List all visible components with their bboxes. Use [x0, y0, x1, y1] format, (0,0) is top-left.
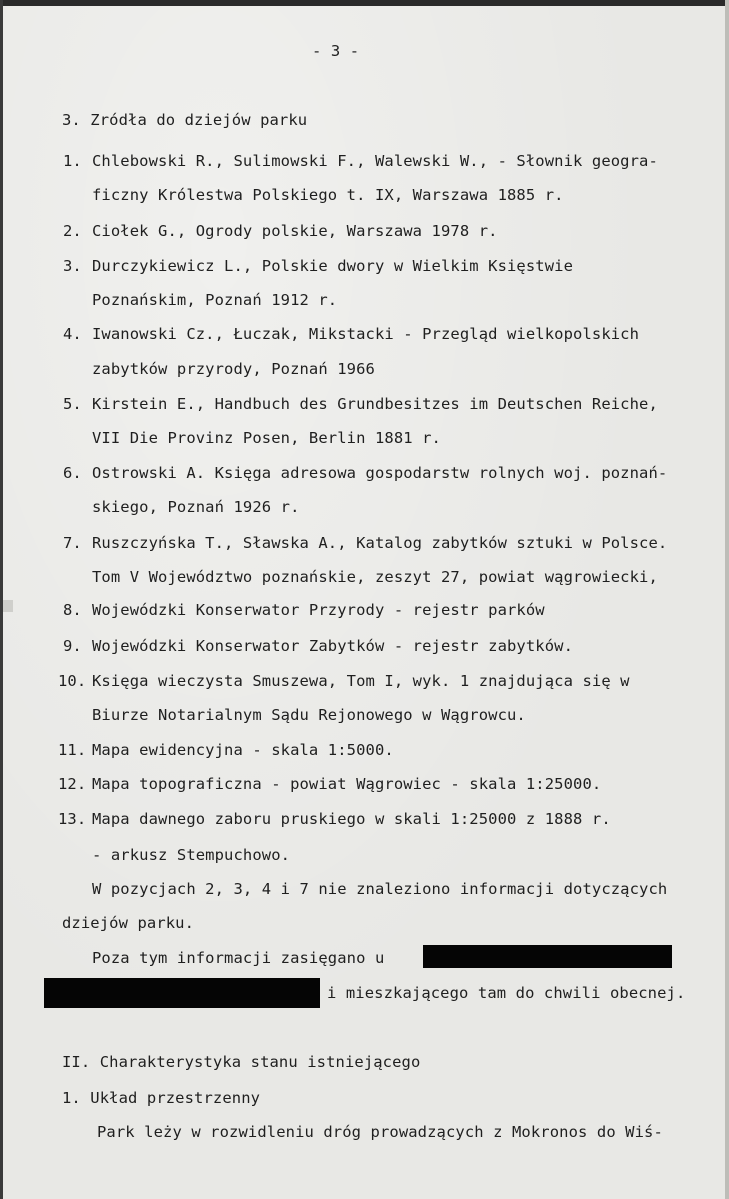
paragraph-line: W pozycjach 2, 3, 4 i 7 nie znaleziono informacji dotyczących: [92, 880, 668, 898]
scan-edge-top: [0, 0, 729, 6]
page-number: - 3 -: [312, 42, 360, 60]
redaction-bar: [44, 978, 320, 1008]
section-heading: 3. Zródła do dziejów parku: [62, 111, 308, 129]
list-item-line: - arkusz Stempuchowo.: [92, 846, 291, 864]
list-item-line: Wojewódzki Konserwator Zabytków - rejestr zabytków.: [92, 637, 574, 655]
list-item-number: 1.: [63, 152, 82, 170]
paragraph-line: Park leży w rozwidleniu dróg prowadzących z Mokronos do Wiś-: [97, 1123, 663, 1141]
list-item-line: Mapa topograficzna - powiat Wągrowiec - skala 1:25000.: [92, 775, 602, 793]
list-item-number: 13.: [58, 810, 87, 828]
list-item-number: 11.: [58, 741, 87, 759]
list-item-number: 9.: [63, 637, 82, 655]
paragraph-line: dziejów parku.: [62, 914, 195, 932]
list-item-line: Mapa ewidencyjna - skala 1:5000.: [92, 741, 394, 759]
list-item-line: Ostrowski A. Księga adresowa gospodarstw rolnych woj. poznań-: [92, 464, 668, 482]
list-item-line: Kirstein E., Handbuch des Grundbesitzes im Deutschen Reiche,: [92, 395, 658, 413]
list-item-line: zabytków przyrody, Poznań 1966: [92, 360, 375, 378]
list-item-number: 2.: [63, 222, 82, 240]
list-item-number: 10.: [58, 672, 87, 690]
redaction-bar: [423, 945, 672, 968]
subsection-heading: 1. Układ przestrzenny: [62, 1089, 261, 1107]
list-item-number: 12.: [58, 775, 87, 793]
list-item-line: Ciołek G., Ogrody polskie, Warszawa 1978 r.: [92, 222, 498, 240]
scan-edge-right: [725, 0, 729, 1199]
list-item-line: Durczykiewicz L., Polskie dwory w Wielkim Księstwie: [92, 257, 574, 275]
section-heading: II. Charakterystyka stanu istniejącego: [62, 1053, 421, 1071]
list-item-line: Chlebowski R., Sulimowski F., Walewski W., - Słownik geogra-: [92, 152, 658, 170]
list-item-number: 6.: [63, 464, 82, 482]
list-item-line: Mapa dawnego zaboru pruskiego w skali 1:25000 z 1888 r.: [92, 810, 611, 828]
list-item-line: ficzny Królestwa Polskiego t. IX, Warszawa 1885 r.: [92, 186, 564, 204]
list-item-number: 4.: [63, 325, 82, 343]
list-item-number: 3.: [63, 257, 82, 275]
list-item-line: VII Die Provinz Posen, Berlin 1881 r.: [92, 429, 441, 447]
list-item-number: 5.: [63, 395, 82, 413]
paragraph-line: Poza tym informacji zasięgano u: [92, 949, 385, 967]
list-item-line: Iwanowski Cz., Łuczak, Mikstacki - Przegląd wielkopolskich: [92, 325, 640, 343]
list-item-line: Biurze Notarialnym Sądu Rejonowego w Wągrowcu.: [92, 706, 526, 724]
list-item-line: Poznańskim, Poznań 1912 r.: [92, 291, 338, 309]
list-item-line: skiego, Poznań 1926 r.: [92, 498, 300, 516]
list-item-number: 8.: [63, 601, 82, 619]
list-item-line: Tom V Województwo poznańskie, zeszyt 27, powiat wągrowiecki,: [92, 568, 658, 586]
list-item-line: Wojewódzki Konserwator Przyrody - rejestr parków: [92, 601, 545, 619]
list-item-number: 7.: [63, 534, 82, 552]
list-item-line: Ruszczyńska T., Sławska A., Katalog zabytków sztuki w Polsce.: [92, 534, 668, 552]
paragraph-line: i mieszkającego tam do chwili obecnej.: [327, 984, 686, 1002]
list-item-line: Księga wieczysta Smuszewa, Tom I, wyk. 1 znajdująca się w: [92, 672, 630, 690]
paper-fold: [3, 600, 13, 612]
